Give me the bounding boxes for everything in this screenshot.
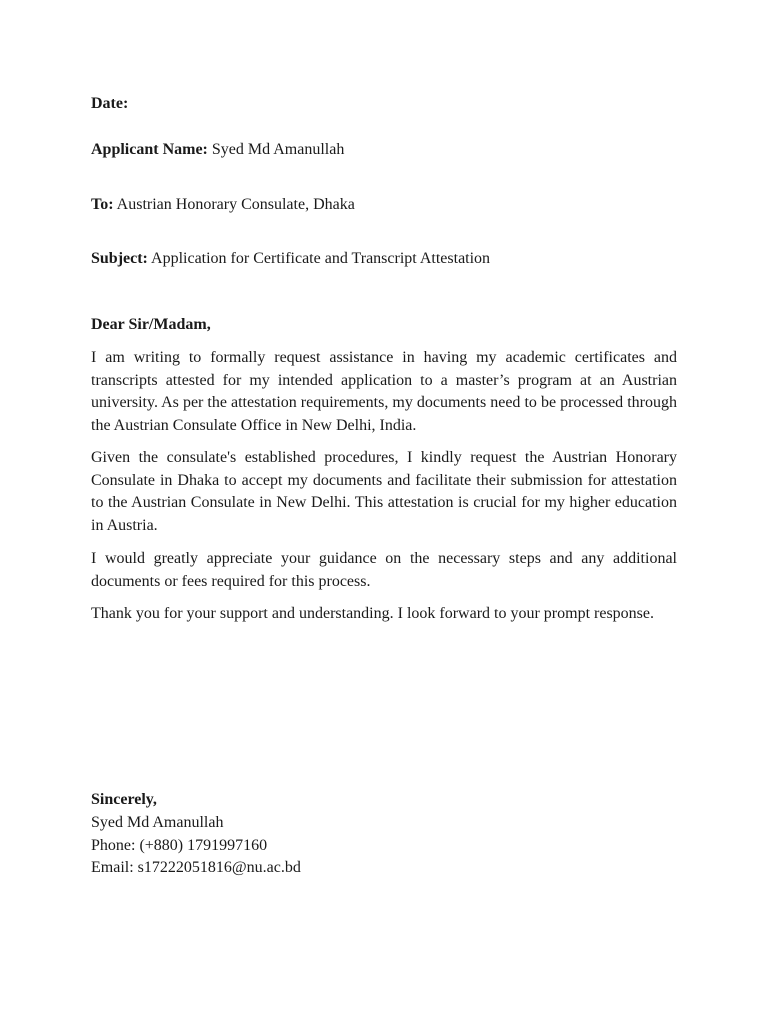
applicant-line [91,139,677,162]
body-paragraph: I am writing to formally request assistance in having my academic certificates and transcripts attested for my intended application to a master’s program at an Austrian university. As per the attestation requirements, my documents need to be processed through the Austrian Consulate Office in New Delhi, India. [91,349,677,434]
signoff: Sincerely, [91,791,157,808]
to-label: To: [91,196,114,213]
body-paragraph: Given the consulate's established procedures, I kindly request the Austrian Honorary Consulate in Dhaka to accept my documents and facilitate their submission for attestation to the Austrian Consulate in New Delhi. This attestation is crucial for my higher education in Austria. [91,449,677,534]
subject-line [91,248,677,271]
salutation: Dear Sir/Madam, [91,316,211,333]
date-label: Date: [91,95,129,112]
phone-line: Phone: (+880) 1791997160 [91,837,268,854]
body-paragraph: I would greatly appreciate your guidance on the necessary steps and any additional documents or fees required for this process. [91,550,677,590]
email-line: Email: s17222051816@nu.ac.bd [91,859,301,876]
applicant-label: Applicant Name: [91,141,208,158]
date-line [91,93,677,116]
to-line [91,194,677,217]
body-paragraph: Thank you for your support and understanding. I look forward to your prompt response. [91,605,654,622]
subject-value: Application for Certificate and Transcript Attestation [151,250,491,267]
signature-name: Syed Md Amanullah [91,814,224,831]
subject-label: Subject: [91,250,148,267]
to-value: Austrian Honorary Consulate, Dhaka [116,196,355,213]
applicant-value: Syed Md Amanullah [211,141,345,158]
